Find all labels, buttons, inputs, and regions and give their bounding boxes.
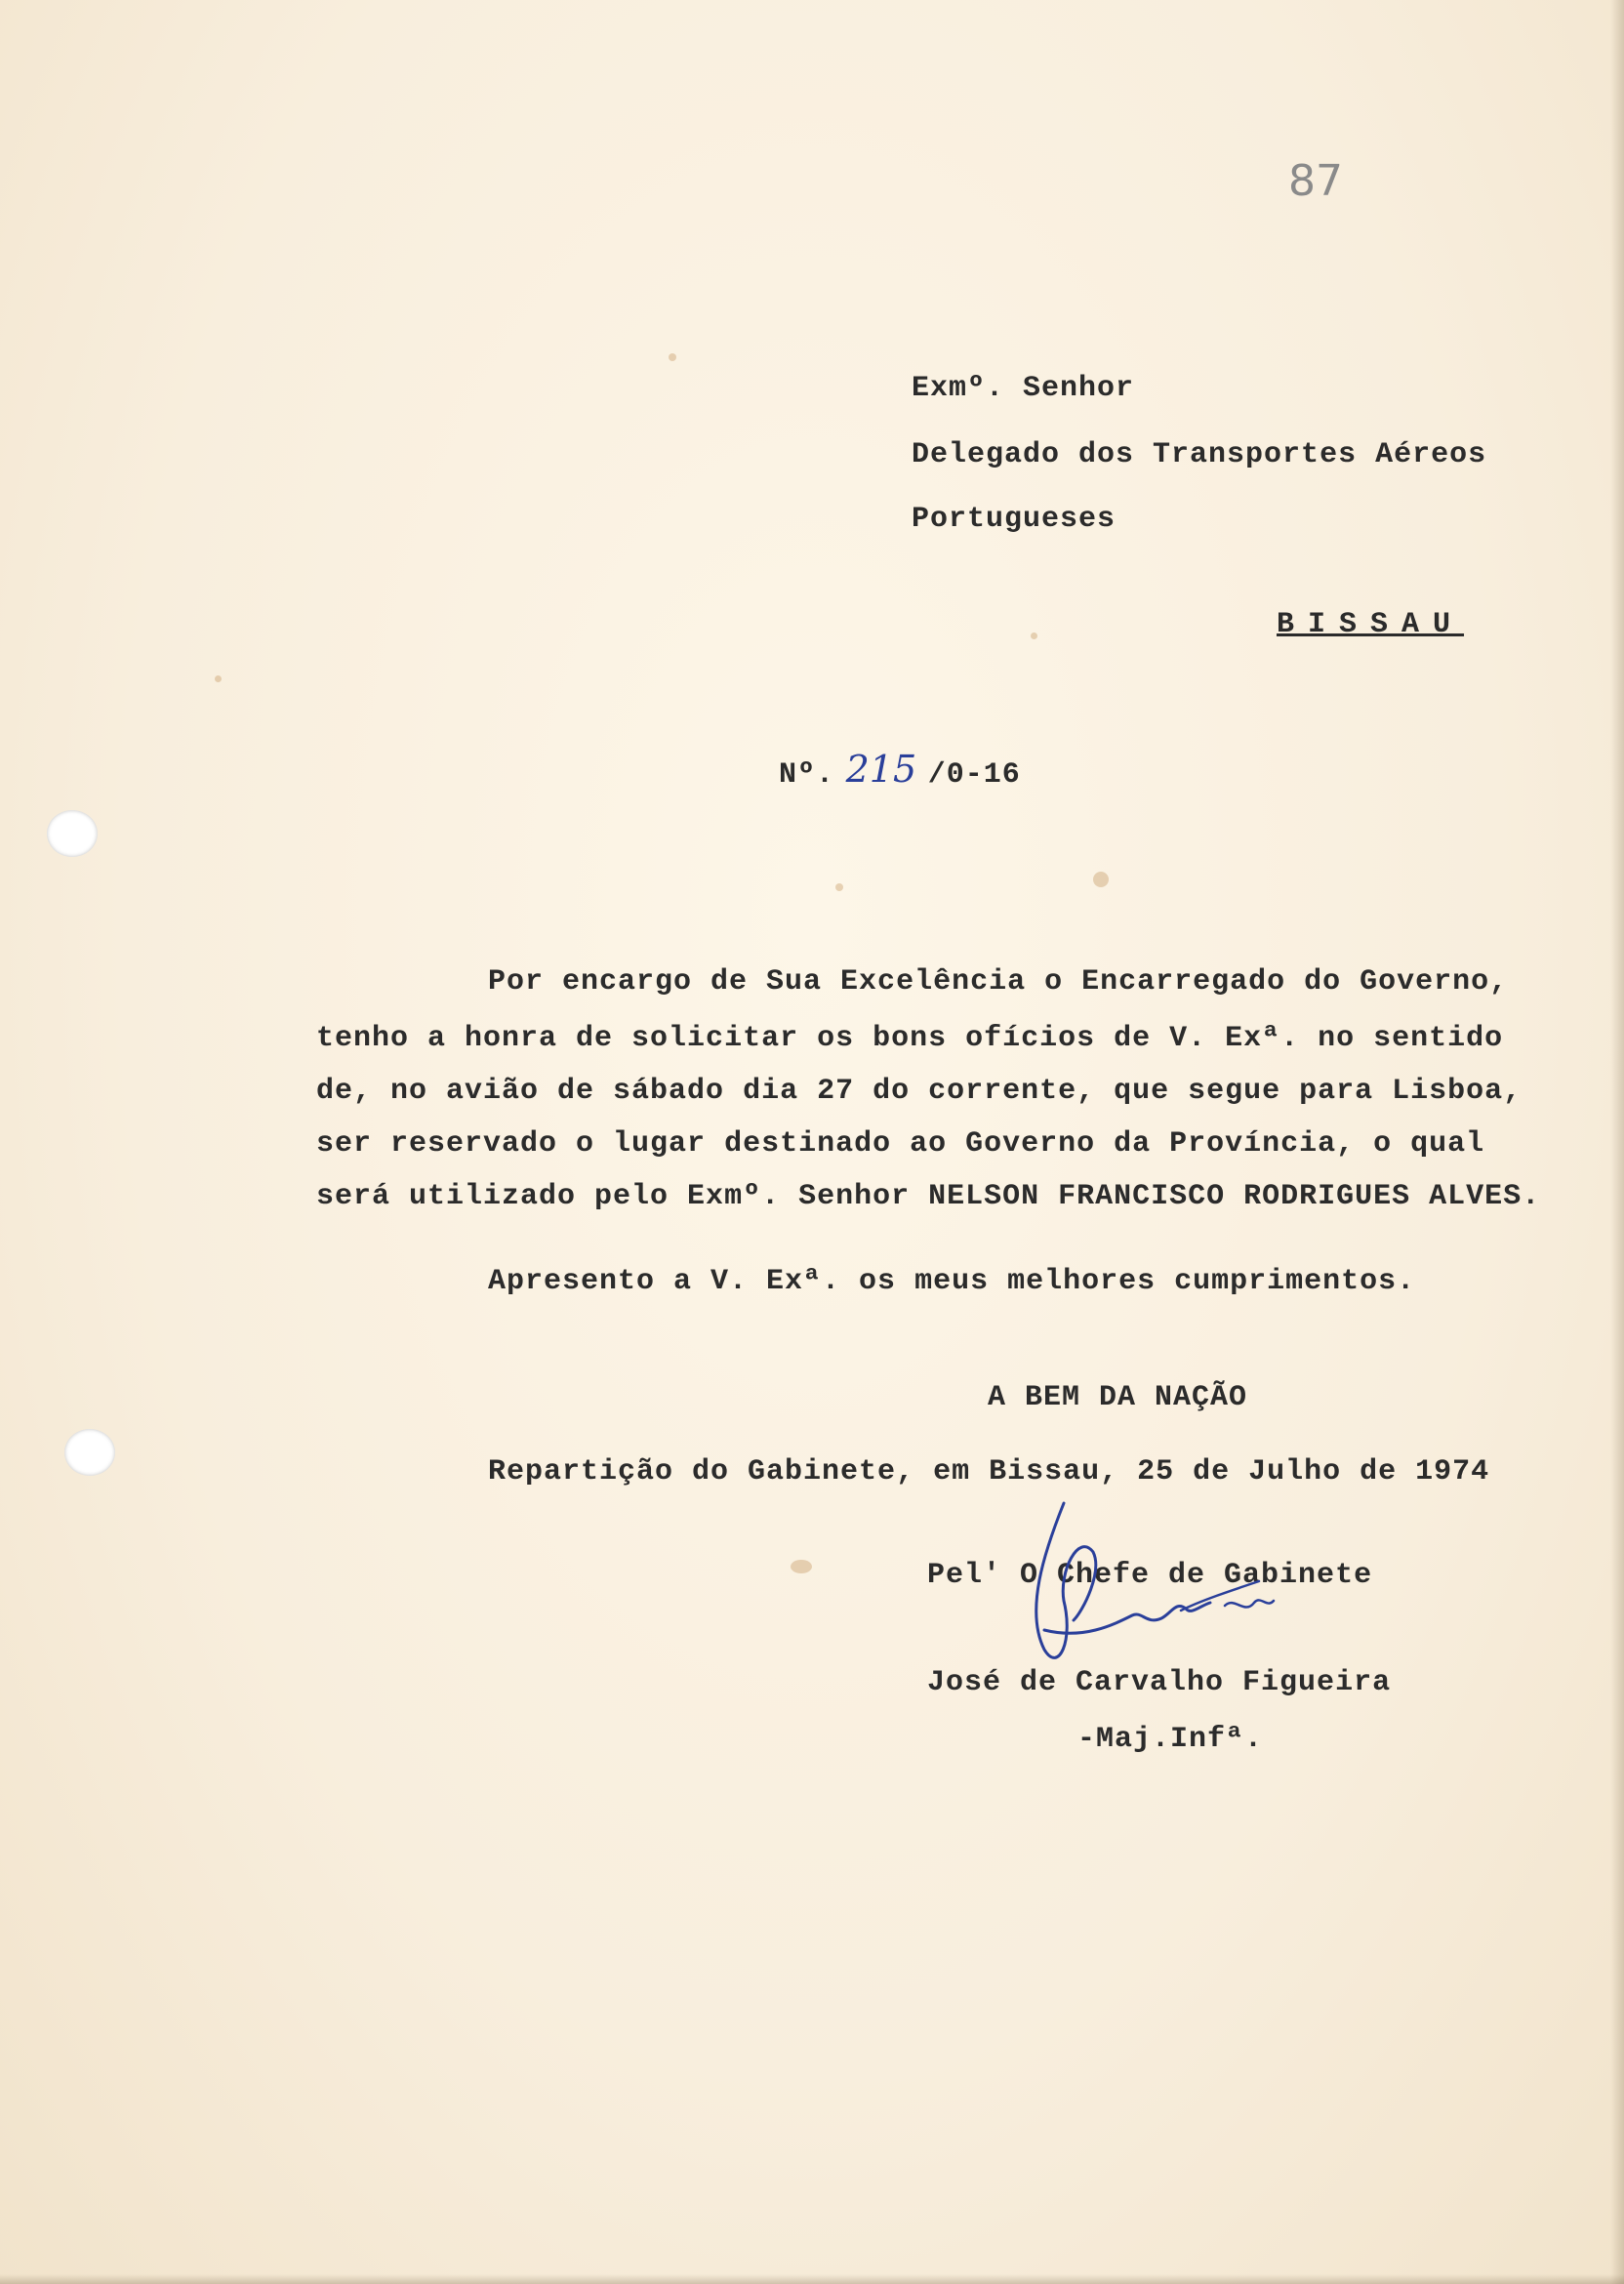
reference-handwritten-number: 215 [845,748,917,791]
reference-suffix: /0-16 [927,758,1021,792]
stain-spot [215,675,222,682]
closing-on-behalf: Pel' O Chefe de Gabinete [927,1559,1373,1592]
handwritten-signature [1005,1493,1298,1689]
page-edge-shadow [1610,0,1624,2284]
addressee-line-1: Exmº. Senhor [912,372,1135,405]
body-paragraph-2: Apresento a V. Exª. os meus melhores cumprimentos. [488,1265,1416,1298]
addressee-city: BISSAU [1277,608,1465,641]
closing-signatory: José de Carvalho Figueira [927,1666,1392,1699]
closing-motto: A BEM DA NAÇÃO [988,1381,1248,1414]
reference-prefix: Nº. [779,758,835,792]
stain-spot [1093,872,1109,887]
body-line-3: de, no avião de sábado dia 27 do corrente, que segue para Lisboa, [316,1075,1522,1108]
reference-number [779,748,1021,793]
stain-spot [669,353,676,361]
body-line-4: ser reservado o lugar destinado ao Governo da Província, o qual [316,1127,1485,1161]
stain-spot [835,883,843,891]
closing-place-date: Repartição do Gabinete, em Bissau, 25 de Julho de 1974 [488,1455,1490,1489]
addressee-line-3: Portugueses [912,503,1116,536]
page-number-pencil: 87 [1288,156,1343,206]
closing-rank: -Maj.Infª. [1077,1723,1264,1756]
body-line-1: Por encargo de Sua Excelência o Encarregado do Governo, [488,965,1509,999]
page-bottom-shadow [0,2274,1624,2284]
body-line-5: será utilizado pelo Exmº. Senhor NELSON FRANCISCO RODRIGUES ALVES. [316,1180,1541,1213]
stain-spot [1031,632,1037,639]
body-line-2: tenho a honra de solicitar os bons ofícios de V. Exª. no sentido [316,1022,1504,1055]
punch-hole-bottom [64,1429,115,1476]
punch-hole-top [47,810,98,857]
addressee-line-2: Delegado dos Transportes Aéreos [912,438,1487,471]
stain-spot [791,1560,812,1573]
